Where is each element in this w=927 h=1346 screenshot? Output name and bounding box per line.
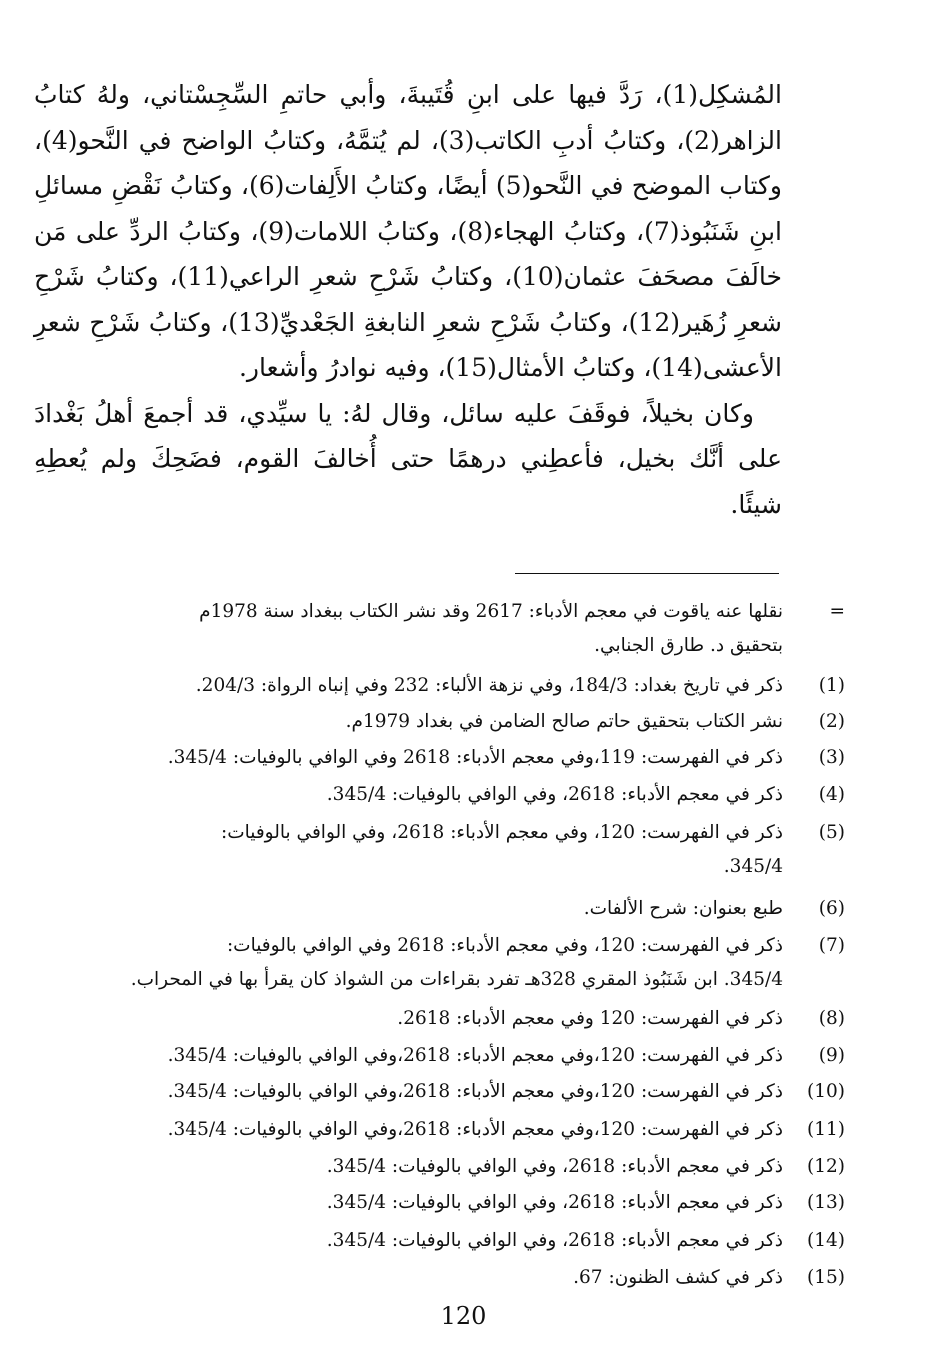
footnote-label: (2) bbox=[818, 711, 845, 732]
footnote bbox=[43, 1039, 845, 1073]
footnote-label: (9) bbox=[818, 1045, 845, 1066]
footnote-line: ذكر في معجم الأدباء: 2618، وفي الوافي بالوفيات: 345/4. bbox=[326, 1230, 783, 1251]
footnote-label: (12) bbox=[807, 1156, 845, 1177]
footnote bbox=[43, 778, 845, 812]
footnote bbox=[43, 929, 845, 997]
footnote-line: ذكر في الفهرست: 119،وفي معجم الأدباء: 2618 وفي الوافي بالوفيات: 345/4. bbox=[167, 747, 783, 768]
footnote-label: (8) bbox=[818, 1008, 845, 1029]
footnote-line: ذكر في الفهرست: 120،وفي معجم الأدباء: 2618،وفي الوافي بالوفيات: 345/4. bbox=[167, 1119, 783, 1140]
footnote bbox=[43, 1150, 845, 1184]
footnote-label: (13) bbox=[807, 1192, 845, 1213]
footnote bbox=[43, 892, 845, 926]
footnote-label: (10) bbox=[807, 1081, 845, 1102]
footnote bbox=[43, 1224, 845, 1258]
footnote-label: (1) bbox=[818, 675, 845, 696]
body-paragraph: المُشكِل(1)، رَدَّ فيها على ابنِ قُتَيبةَ، وأبي حاتمِ السِّجِسْتاني، ولهُ كتابُ الزاهر(2)، وكتابُ أدبِ الكاتب(3)، لم يُتمَّهُ، وكتابُ الواضح في النَّحو(4)، وكتاب الموضح في النَّحو(5) أيضًا، وكتابُ الأَلِفات(6)، وكتابُ نَقْضِ مسائلِ ابنِ شَنَبُوذ(7)، وكتابُ الهجاء(8)، وكتابُ اللامات(9)، وكتابُ الردِّ على مَن خالَفَ مصحَفَ عثمان(10)، وكتابُ شَرْحِ شعرِ الراعي(11)، وكتابُ شَرْحِ شعرِ زُهَير(12)، وكتابُ شَرْحِ شعرِ النابغةِ الجَعْديِّ(13)، وكتابُ شَرْحِ شعرِ الأعشى(14)، وكتابُ الأمثال(15)، وفيه نوادرُ وأشعار. bbox=[34, 80, 782, 382]
page-number: 120 bbox=[440, 1302, 487, 1330]
body-paragraph: وكان بخيلاً، فوقَفَ عليه سائل، وقال لهُ: يا سيِّدي، قد أجمعَ أهلُ بَغْدادَ على أنَّك بخيل، فأعطِني درهمًا حتى أُخالفَ القوم، فضَحِكَ ولم يُعطِهِ شيئًا. bbox=[34, 398, 782, 519]
footnote-line: نقلها عنه ياقوت في معجم الأدباء: 2617 وقد نشر الكتاب ببغداد سنة 1978م bbox=[199, 601, 783, 622]
footnote-label: (7) bbox=[818, 935, 845, 956]
footnote-line: 345/4. bbox=[723, 856, 783, 877]
footnote-line: ذكر في معجم الأدباء: 2618، وفي الوافي بالوفيات: 345/4. bbox=[326, 1192, 783, 1213]
footnote bbox=[43, 741, 845, 775]
footnote-label: (3) bbox=[818, 747, 845, 768]
footnote bbox=[43, 669, 845, 703]
footnote-line: ذكر في تاريخ بغداد: 184/3، وفي نزهة الألباء: 232 وفي إنباه الرواة: 204/3. bbox=[195, 675, 783, 696]
footnote bbox=[43, 705, 845, 739]
footnote-line: ذكر في معجم الأدباء: 2618، وفي الوافي بالوفيات: 345/4. bbox=[326, 784, 783, 805]
footnote bbox=[43, 1186, 845, 1220]
footnote-line: ذكر في الفهرست: 120 وفي معجم الأدباء: 2618. bbox=[397, 1008, 783, 1029]
footnote-label: (6) bbox=[818, 898, 845, 919]
footnote-label: (11) bbox=[807, 1119, 845, 1140]
footnote-label: (5) bbox=[818, 822, 845, 843]
footnote-line: ذكر في معجم الأدباء: 2618، وفي الوافي بالوفيات: 345/4. bbox=[326, 1156, 783, 1177]
footnote-line: ذكر في الفهرست: 120،وفي معجم الأدباء: 2618،وفي الوافي بالوفيات: 345/4. bbox=[167, 1081, 783, 1102]
footnote bbox=[43, 595, 845, 663]
footnote bbox=[43, 816, 845, 884]
footnote bbox=[43, 1002, 845, 1036]
footnote-divider bbox=[515, 573, 779, 574]
footnote-line: نشر الكتاب بتحقيق حاتم صالح الضامن في بغداد 1979م. bbox=[345, 711, 783, 732]
footnote-label: (15) bbox=[807, 1267, 845, 1288]
footnote-line: 345/4. ابن شَنَبُوذ المقري 328هـ تفرد بقراءات من الشواذ كان يقرأ بها في المحراب. bbox=[130, 969, 783, 990]
footnote-label: (14) bbox=[807, 1230, 845, 1251]
footnote-line: طبع بعنوان: شرح الألفات. bbox=[583, 898, 783, 919]
footnote-line: ذكر في الفهرست: 120، وفي معجم الأدباء: 2618 وفي الوافي بالوفيات: bbox=[226, 935, 783, 956]
footnote-label: = bbox=[829, 601, 845, 622]
main-text bbox=[34, 72, 782, 527]
footnote bbox=[43, 1113, 845, 1147]
footnote-line: ذكر في كشف الظنون: 67. bbox=[573, 1267, 783, 1288]
footnote-line: ذكر في الفهرست: 120،وفي معجم الأدباء: 2618،وفي الوافي بالوفيات: 345/4. bbox=[167, 1045, 783, 1066]
footnote-label: (4) bbox=[818, 784, 845, 805]
footnote bbox=[43, 1075, 845, 1109]
footnote bbox=[43, 1261, 845, 1295]
footnote-line: ذكر في الفهرست: 120، وفي معجم الأدباء: 2618، وفي الوافي بالوفيات: bbox=[220, 822, 783, 843]
footnote-line: بتحقيق د. طارق الجنابي. bbox=[594, 635, 783, 656]
